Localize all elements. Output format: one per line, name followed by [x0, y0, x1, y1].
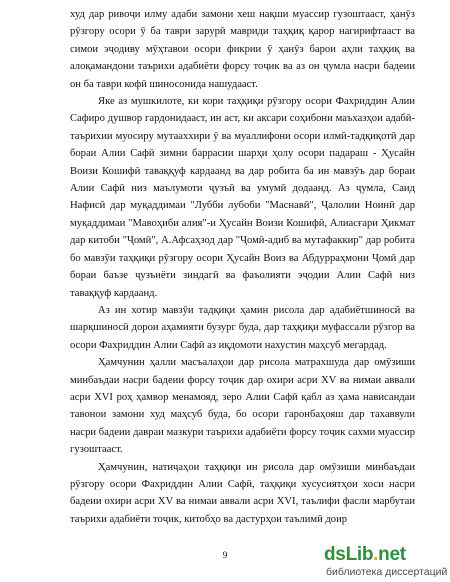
logo-prefix: dsLib — [324, 544, 374, 565]
paragraph-1: худ дар ривоҷи илму адаби замони хеш нақши муассир гузоштааст, ҳанӯз рӯзгору осори ӯ ба таври зарурӣ мавриди таҳқиқ қарор нагирифтааст ва симои эҷодиву мӯҳтавои осори фикрии ӯ ҳанӯз барои аҳли таҳқиқ ва алоқамандони таърихи адабиёти форсу тоҷик ва аз он ҷумла насри бадеии он ба таври кофӣ шиносонида нашудааст. — [70, 9, 415, 90]
paragraph-4: Ҳамчунин ҳалли масъалаҳои дар рисола матрахшуда дар омӯзиши минбаъдаи насри бадеии форсу тоҷик дар охири асри XV ва нимаи аввали асри XVI роҳ ҳамвор менамояд, зеро Алии Сафӣ қабл аз ҳама нависандаи тавонои замони худ маҳсуб буда, бо осори гаронбаҳояш дар тахаввули насри бадеии давраи мазкури таърихи адабиёти форсу тоҷик сахми муассир гузоштааст. — [70, 357, 415, 456]
paragraph-5: Ҳамчунин, натиҷаҳои таҳқиқи ин рисола дар омӯзиши минбаъдаи рӯзгору осори Фахриддин Алии Сафӣ, таҳқиқи хусусиятҳои хоси насри бадеии охири асри XV ва нимаи аввали асри XVI, таълифи фасли марбутаи таърихи адабиёти тоҷик, китобҳо ва дастурҳои таълимӣ доир — [70, 461, 415, 525]
paragraph-2: Яке аз мушкилоте, ки кори таҳқиқи рӯзгору осори Фахриддин Алии Сафиро душвор гардонидааст, ин аст, ки аксари соҳибони маъхазҳои адабӣ-таърихии муосиру мутааххири ӯ ва муаллифони осори илмӣ-тадқиқотӣ дар бораи Алии Сафӣ зимни баррасии шарҳи ҳолу осори падараш - Ҳусайн Воизи Кошифӣ таваққуф кардаанд ва дар робита ба ин мавзӯъ дар бораи Алии Сафӣ низ маълумоти ҷузъӣ ва умумӣ додаанд. Аз ҷумла, Саид Нафисӣ дар муқаддимаи "Лубби лубоби "Маснавӣ", Ҷалолии Ноинӣ дар муқаддимаи "Мавоҳиби алия"-и Ҳусайн Воизи Кошифӣ, Алиасғари Ҳикмат дар китоби "Ҷомӣ", А.Афсаҳзод дар "Ҷомӣ-адиб ва мутафаккир" дар робита бо мавзӯи таҳқиқи рӯзгору осори Ҳусайн Воиз ва Абдурраҳмони Ҷомӣ дар бораи баъзе ҷузъиёти зиндагӣ ва фаъолияти эҷодии Алии Сафӣ низ таваққуф кардаанд. — [70, 96, 415, 299]
dslib-watermark[interactable] — [324, 544, 448, 578]
watermark-subtitle: библиотека диссертаций — [326, 566, 448, 578]
dslib-logo — [324, 544, 406, 566]
logo-suffix: net — [378, 544, 406, 565]
page-number: 9 — [222, 550, 228, 560]
paragraph-3: Аз ин хотир мавзӯи тадқиқи ҳамин рисола дар адабиётшиносӣ ва шарқшиносӣ дорои аҳамияти бузург буда, дар таҳқиқи муфассали рӯзгор ва осори Фахриддин Алии Сафӣ аз иқдомоти нахустин маҳсуб мегардад. — [70, 304, 415, 351]
logo-dot: . — [373, 544, 379, 565]
document-page — [70, 6, 415, 528]
